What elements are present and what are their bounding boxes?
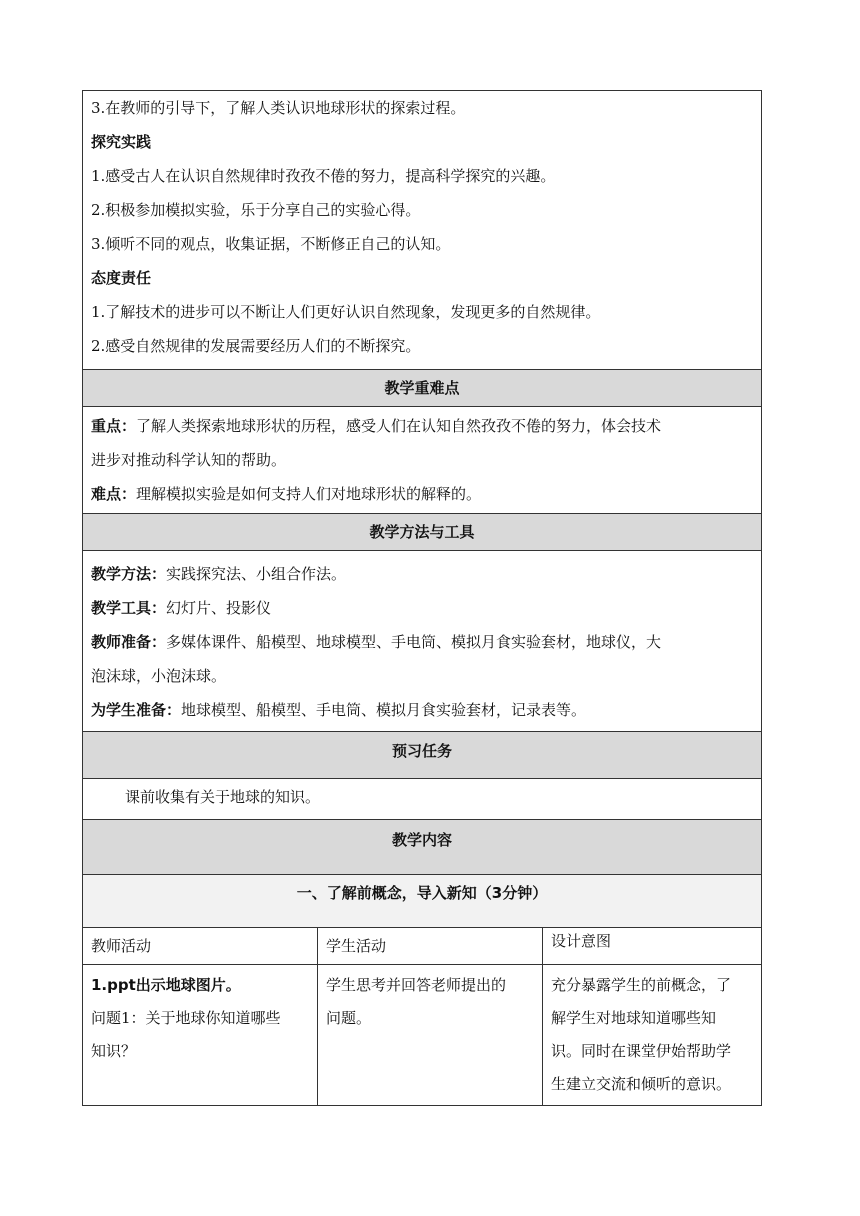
preview-row <box>83 779 762 820</box>
content-header-row <box>83 820 762 875</box>
intent-text-3: 识。同时在课堂伊始帮助学 <box>551 1042 732 1060</box>
col-header-teacher: 教师活动 <box>83 928 318 965</box>
key-points-row <box>83 407 762 514</box>
intent-cell <box>543 965 762 1106</box>
focus-label: 重点： <box>91 417 137 435</box>
methods-cell <box>83 551 762 732</box>
focus-text: 了解人类探索地球形状的历程，感受人们在认知自然孜孜不倦的努力，体会技术 <box>136 417 662 435</box>
lesson-plan-table <box>82 90 762 1106</box>
methods-row <box>83 551 762 732</box>
intent-text-1: 充分暴露学生的前概念，了 <box>551 976 732 994</box>
key-points-header-row <box>83 370 762 407</box>
focus-text-cont: 进步对推动科学认知的帮助。 <box>91 451 287 469</box>
preview-header-row <box>83 732 762 779</box>
student-activity-text: 学生思考并回答老师提出的 <box>326 976 507 994</box>
key-points-header: 教学重难点 <box>83 370 762 407</box>
intent-text-2: 解学生对地球知道哪些知 <box>551 1009 717 1027</box>
teacher-activity-title: 1.ppt出示地球图片。 <box>91 976 241 994</box>
objectives-cell <box>83 91 762 370</box>
methods-header: 教学方法与工具 <box>83 514 762 551</box>
lesson-plan-sheet <box>82 90 761 1106</box>
activity-row <box>83 965 762 1106</box>
col-header-intent: 设计意图 <box>543 928 762 965</box>
teacher-activity-question: 问题1：关于地球你知道哪些 <box>91 1009 281 1027</box>
difficulty-text: 理解模拟实验是如何支持人们对地球形状的解释的。 <box>136 485 482 503</box>
difficulty-label: 难点： <box>91 485 137 503</box>
preview-text: 课前收集有关于地球的知识。 <box>83 779 762 820</box>
method-label: 教学方法： <box>91 565 167 583</box>
practice-item-3: 3.倾听不同的观点，收集证据，不断修正自己的认知。 <box>91 235 451 253</box>
attitude-title: 态度责任 <box>91 269 152 287</box>
attitude-item-2: 2.感受自然规律的发展需要经历人们的不断探究。 <box>91 337 421 355</box>
column-header-row <box>83 928 762 965</box>
objectives-row <box>83 91 762 370</box>
key-points-cell <box>83 407 762 514</box>
student-prep-label: 为学生准备： <box>91 701 182 719</box>
teacher-prep-text: 多媒体课件、船模型、地球模型、手电筒、模拟月食实验套材，地球仪，大 <box>166 633 662 651</box>
objective-line: 3.在教师的引导下，了解人类认识地球形状的探索过程。 <box>91 99 466 117</box>
teacher-prep-label: 教师准备： <box>91 633 167 651</box>
tools-label: 教学工具： <box>91 599 167 617</box>
student-activity-cell <box>318 965 543 1106</box>
preview-header: 预习任务 <box>83 732 762 779</box>
teacher-prep-text-cont: 泡沫球，小泡沫球。 <box>91 667 227 685</box>
tools-text: 幻灯片、投影仪 <box>166 599 272 617</box>
section-title-row <box>83 875 762 928</box>
student-prep-text: 地球模型、船模型、手电筒、模拟月食实验套材，记录表等。 <box>181 701 587 719</box>
section-title: 一、了解前概念，导入新知（3分钟） <box>83 875 762 928</box>
practice-item-1: 1.感受古人在认识自然规律时孜孜不倦的努力，提高科学探究的兴趣。 <box>91 167 556 185</box>
intent-text-4: 生建立交流和倾听的意识。 <box>551 1075 732 1093</box>
content-header: 教学内容 <box>83 820 762 875</box>
attitude-item-1: 1.了解技术的进步可以不断让人们更好认识自然现象，发现更多的自然规律。 <box>91 303 601 321</box>
teacher-activity-cell <box>83 965 318 1106</box>
practice-title: 探究实践 <box>91 133 152 151</box>
teacher-activity-question-cont: 知识？ <box>91 1042 137 1060</box>
practice-item-2: 2.积极参加模拟实验，乐于分享自己的实验心得。 <box>91 201 421 219</box>
student-activity-text-cont: 问题。 <box>326 1009 372 1027</box>
col-header-student: 学生活动 <box>318 928 543 965</box>
method-text: 实践探究法、小组合作法。 <box>166 565 347 583</box>
methods-header-row <box>83 514 762 551</box>
